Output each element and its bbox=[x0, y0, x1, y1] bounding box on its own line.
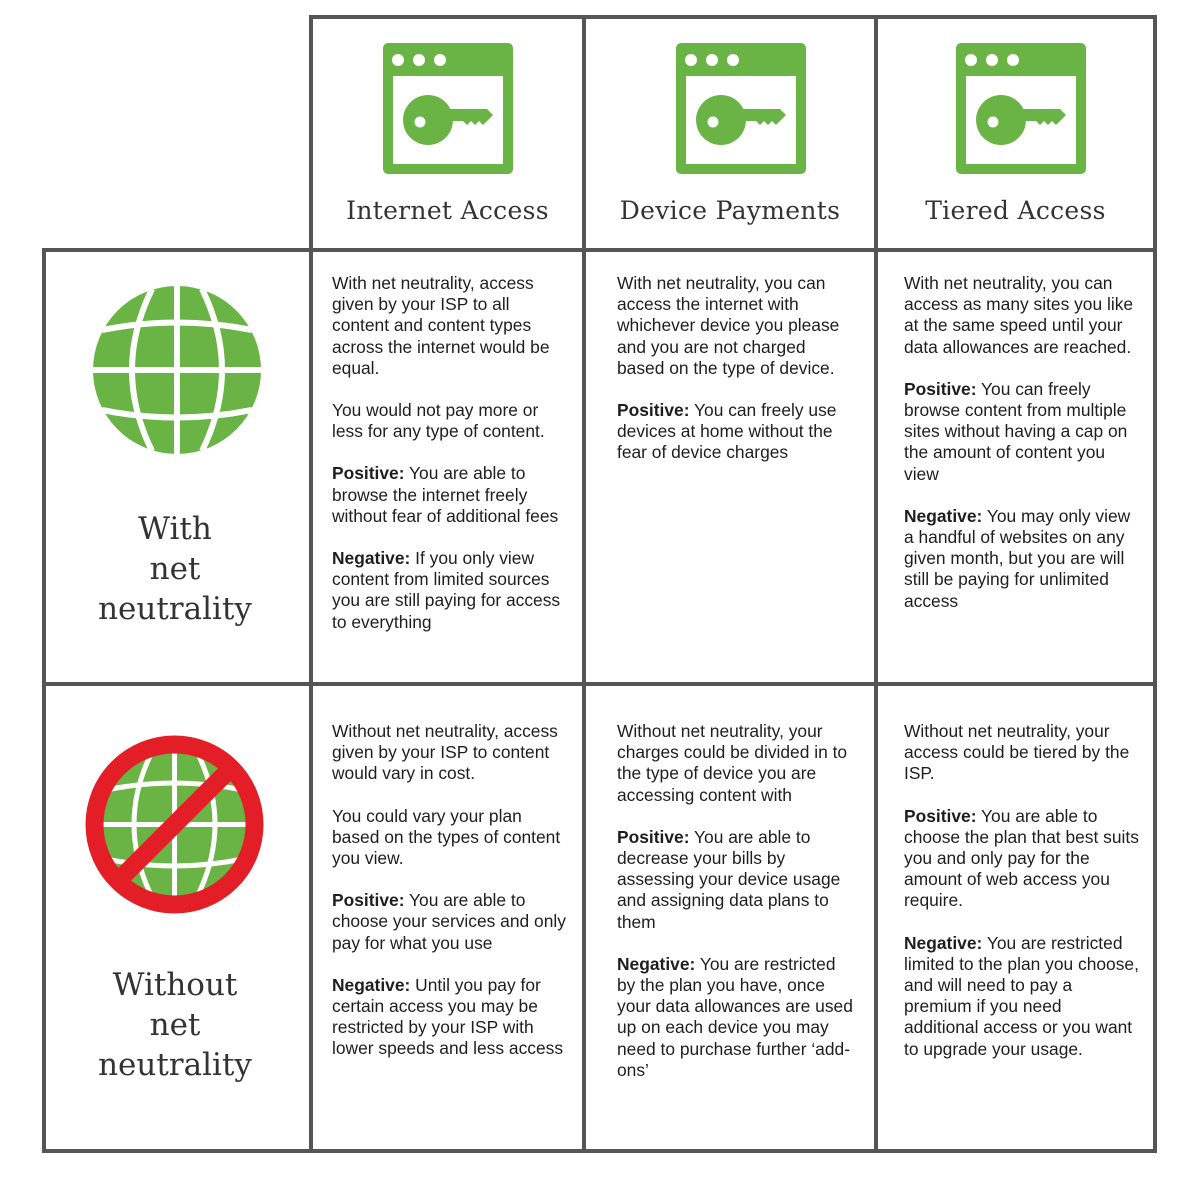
cell-intro: With net neutrality, you can access the internet with whichever device you please and you are not charged based on the type of device. bbox=[617, 273, 840, 378]
positive-label: Positive: bbox=[617, 826, 690, 847]
cell-intro: Without net neutrality, your charges could be divided in to the type of device you are accessing content with bbox=[617, 721, 848, 805]
cell-with-tiered-access bbox=[904, 273, 1140, 633]
grid-line bbox=[42, 248, 1157, 252]
row-title-line: net bbox=[149, 1007, 201, 1043]
grid-line bbox=[582, 15, 586, 1153]
grid-line bbox=[309, 15, 1157, 19]
cell-intro: You could vary your plan based on the types of content you view. bbox=[332, 805, 561, 869]
cell-intro: With net neutrality, access given by your ISP to all content and content types across the internet would be equal. bbox=[332, 273, 550, 378]
cell-positive bbox=[904, 806, 1140, 912]
negative-text: You are restricted by the plan you have, once your data allowances are used up on each device you may need to purchase further ‘add-ons’ bbox=[617, 953, 853, 1080]
row-title-line: net bbox=[149, 551, 201, 587]
cell-negative bbox=[904, 933, 1140, 1060]
cell-negative bbox=[332, 548, 568, 633]
grid-line bbox=[42, 682, 1157, 686]
row-title-without-net-neutrality bbox=[45, 965, 305, 1085]
positive-text: You are able to browse the internet freely without fear of additional fees bbox=[332, 463, 559, 526]
grid-line bbox=[309, 15, 313, 1153]
cell-intro: With net neutrality, you can access as many sites you like at the same speed until your data allowances are reached. bbox=[904, 273, 1134, 357]
cell-positive bbox=[617, 827, 855, 933]
row-title-with-net-neutrality bbox=[45, 509, 305, 629]
row-title-line: neutrality bbox=[98, 1047, 252, 1083]
positive-label: Positive: bbox=[617, 400, 690, 421]
positive-text: You can freely use devices at home without the fear of device charges bbox=[617, 400, 837, 463]
cell-without-internet-access bbox=[332, 721, 568, 1081]
cell-intro: Without net neutrality, access given by your ISP to content would vary in cost. bbox=[332, 721, 558, 784]
grid-line bbox=[1153, 15, 1157, 1153]
no-globe-icon bbox=[84, 734, 265, 915]
negative-text: You may only view a handful of websites on any given month, but you are will still be paying for unlimited access bbox=[904, 505, 1131, 611]
cell-without-device-payments bbox=[617, 721, 855, 1102]
row-title-line: Without bbox=[112, 967, 238, 1003]
browser-key-icon bbox=[956, 43, 1086, 174]
positive-label: Positive: bbox=[904, 378, 977, 399]
column-title-device-payments: Device Payments bbox=[619, 196, 841, 225]
browser-key-icon bbox=[383, 43, 513, 174]
cell-intro: Without net neutrality, your access could be tiered by the ISP. bbox=[904, 721, 1130, 784]
positive-label: Positive: bbox=[332, 463, 405, 484]
negative-label: Negative: bbox=[332, 548, 411, 569]
negative-text: You are restricted limited to the plan you choose, and will need to pay a premium if you need additional access or you want to upgrade your usage. bbox=[904, 932, 1139, 1059]
positive-text: You can freely browse content from multiple sites without having a cap on the amount of content you view bbox=[904, 378, 1128, 484]
negative-label: Negative: bbox=[332, 974, 411, 995]
cell-without-tiered-access bbox=[904, 721, 1140, 1081]
column-title-tiered-access: Tiered Access bbox=[925, 196, 1106, 225]
cell-positive bbox=[904, 379, 1140, 485]
negative-label: Negative: bbox=[904, 505, 983, 526]
grid-line bbox=[874, 15, 878, 1153]
negative-text: If you only view content from limited sources you are still paying for access to everything bbox=[332, 548, 561, 632]
positive-text: You are able to choose the plan that best suits you and only pay for the amount of web access you require. bbox=[904, 805, 1139, 911]
cell-with-device-payments bbox=[617, 273, 855, 485]
grid-line bbox=[42, 1149, 1157, 1153]
cell-negative bbox=[617, 954, 855, 1081]
cell-positive bbox=[332, 463, 568, 527]
positive-text: You are able to choose your services and only pay for what you use bbox=[332, 890, 566, 953]
negative-label: Negative: bbox=[617, 953, 696, 974]
cell-negative bbox=[904, 506, 1140, 612]
browser-key-icon bbox=[676, 43, 806, 174]
row-title-line: neutrality bbox=[98, 591, 252, 627]
column-title-internet-access: Internet Access bbox=[346, 196, 549, 225]
positive-label: Positive: bbox=[904, 805, 977, 826]
negative-text: Until you pay for certain access you may be restricted by your ISP with lower speeds and less access bbox=[332, 974, 564, 1059]
cell-intro: You would not pay more or less for any type of content. bbox=[332, 400, 545, 442]
cell-with-internet-access bbox=[332, 273, 568, 654]
globe-icon bbox=[92, 285, 262, 455]
negative-label: Negative: bbox=[904, 932, 983, 953]
cell-negative bbox=[332, 975, 568, 1060]
row-title-line: With bbox=[138, 511, 212, 547]
positive-text: You are able to decrease your bills by assessing your device usage and assigning data plans to them bbox=[617, 826, 841, 932]
cell-positive bbox=[332, 890, 568, 954]
positive-label: Positive: bbox=[332, 890, 405, 911]
cell-positive bbox=[617, 400, 855, 464]
